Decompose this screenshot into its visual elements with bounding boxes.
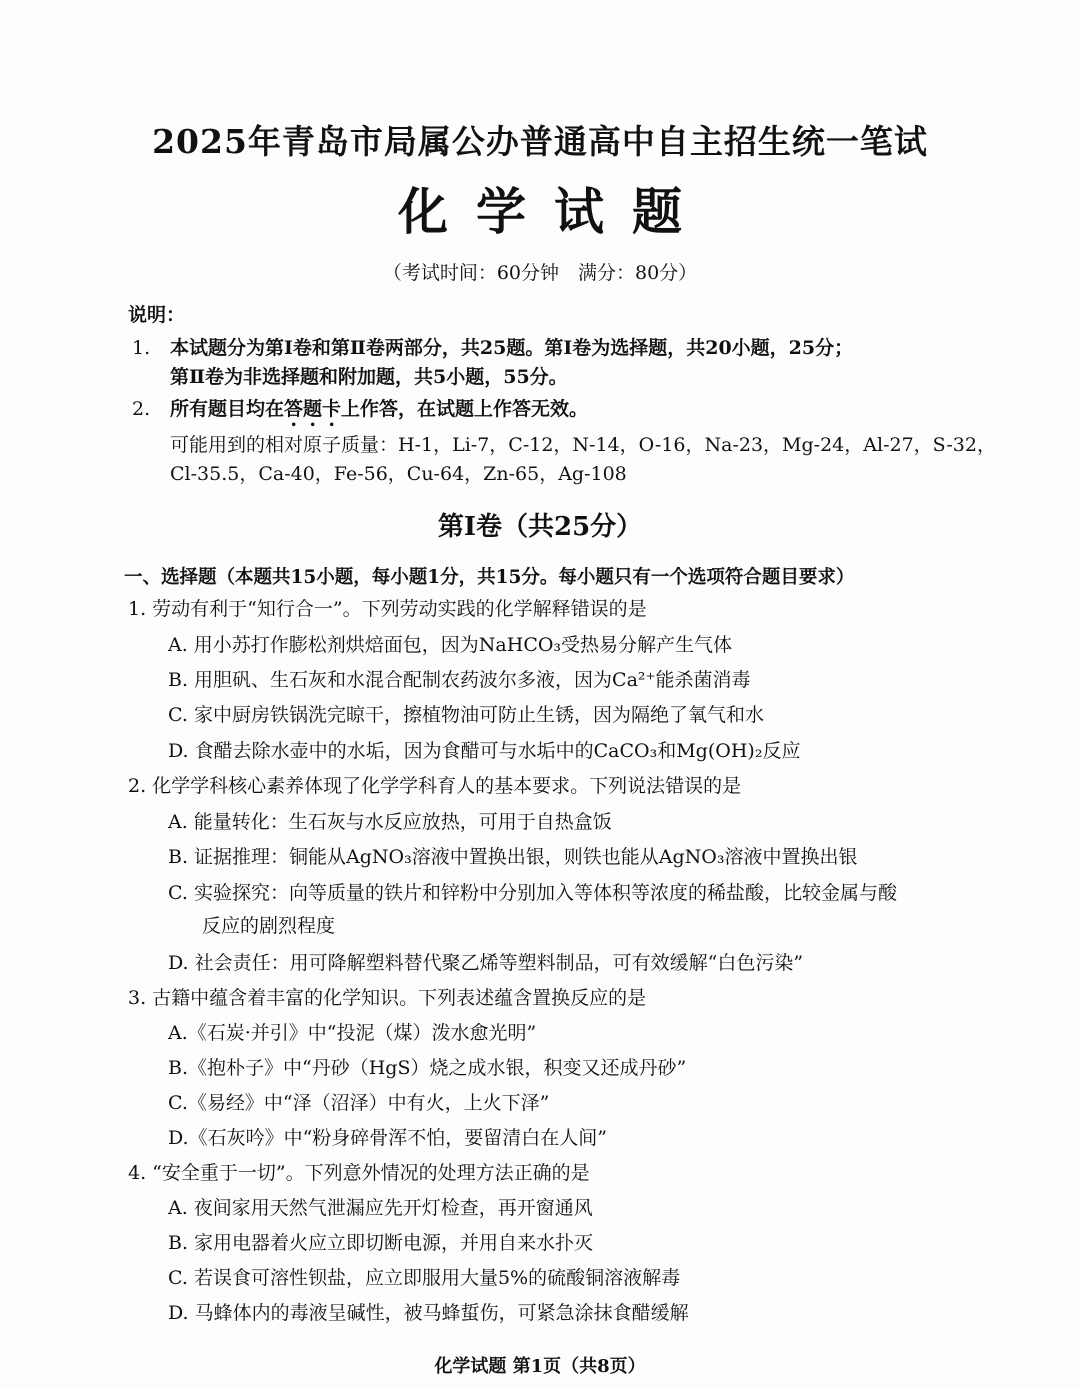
atomic-masses-line-2: Cl-35.5，Ca-40，Fe-56，Cu-64，Zn-65，Ag-108 bbox=[170, 463, 627, 485]
question-1-option-b: B. 用胆矾、生石灰和水混合配制农药波尔多液，因为Ca²⁺能杀菌消毒 bbox=[168, 669, 751, 691]
instruction-2 bbox=[170, 396, 588, 431]
question-2-option-a: A. 能量转化：生石灰与水反应放热，可用于自热盒饭 bbox=[168, 811, 612, 833]
exam-info: （考试时间：60分钟 满分：80分） bbox=[382, 262, 698, 284]
question-4-option-a: A. 夜间家用天然气泄漏应先开灯检查，再开窗通风 bbox=[168, 1197, 593, 1219]
instruction-1-line-1: 本试题分为第Ⅰ卷和第Ⅱ卷两部分，共25题。第Ⅰ卷为选择题，共20小题，25分； bbox=[170, 337, 854, 359]
question-3-option-d: D.《石灰吟》中“粉身碎骨浑不怕，要留清白在人间” bbox=[168, 1127, 608, 1149]
section-heading: 一、选择题（本题共15小题，每小题1分，共15分。每小题只有一个选项符合题目要求） bbox=[124, 567, 855, 588]
question-1-option-a: A. 用小苏打作膨松剂烘焙面包，因为NaHCO₃受热易分解产生气体 bbox=[168, 634, 733, 656]
instruction-1-number: 1. bbox=[132, 337, 151, 359]
question-2-option-c: C. 实验探究：向等质量的铁片和锌粉中分别加入等体积等浓度的稀盐酸，比较金属与酸 bbox=[168, 882, 897, 904]
question-3-option-b: B.《抱朴子》中“丹砂（HgS）烧之成水银，积变又还成丹砂” bbox=[168, 1057, 687, 1079]
question-4-stem: 4. “安全重于一切”。下列意外情况的处理方法正确的是 bbox=[128, 1162, 590, 1184]
question-2-stem: 2. 化学学科核心素养体现了化学学科育人的基本要求。下列说法错误的是 bbox=[128, 775, 742, 797]
question-1-stem: 1. 劳动有利于“知行合一”。下列劳动实践的化学解释错误的是 bbox=[128, 598, 647, 620]
subject-title: 化学试题 bbox=[398, 182, 710, 241]
question-1-option-d: D. 食醋去除水壶中的水垢，因为食醋可与水垢中的CaCO₃和Mg(OH)₂反应 bbox=[168, 740, 801, 762]
question-4-option-b: B. 家用电器着火应立即切断电源，并用自来水扑灭 bbox=[168, 1232, 594, 1254]
question-2-option-b: B. 证据推理：铜能从AgNO₃溶液中置换出银，则铁也能从AgNO₃溶液中置换出银 bbox=[168, 846, 858, 868]
instruction-2-emphasis: 答题卡 bbox=[284, 398, 342, 420]
instructions-heading: 说明： bbox=[128, 304, 186, 326]
instruction-2-number: 2. bbox=[132, 398, 151, 420]
atomic-masses-line-1: 可能用到的相对原子质量：H-1，Li-7，C-12，N-14，O-16，Na-23，Mg-24，Al-27，S-32， bbox=[170, 434, 996, 456]
instruction-2-pre: 所有题目均在 bbox=[170, 398, 285, 420]
instruction-2-post: 上作答，在试题上作答无效。 bbox=[341, 398, 589, 420]
question-3-option-a: A.《石炭·并引》中“投泥（煤）泼水愈光明” bbox=[168, 1022, 537, 1044]
question-2-option-c-continued: 反应的剧烈程度 bbox=[202, 915, 336, 937]
question-4-option-c: C. 若误食可溶性钡盐，应立即服用大量5%的硫酸铜溶液解毒 bbox=[168, 1267, 681, 1289]
page-footer: 化学试题 第1页（共8页） bbox=[434, 1356, 646, 1377]
question-1-option-c: C. 家中厨房铁锅洗完晾干，擦植物油可防止生锈，因为隔绝了氧气和水 bbox=[168, 704, 764, 726]
question-3-stem: 3. 古籍中蕴含着丰富的化学知识。下列表述蕴含置换反应的是 bbox=[128, 987, 647, 1009]
question-3-option-c: C.《易经》中“泽（沼泽）中有火，上火下泽” bbox=[168, 1092, 550, 1114]
part-1-title: 第Ⅰ卷（共25分） bbox=[437, 512, 643, 542]
exam-title: 2025年青岛市局属公办普通高中自主招生统一笔试 bbox=[152, 122, 928, 161]
question-4-option-d: D. 马蜂体内的毒液呈碱性，被马蜂蜇伤，可紧急涂抹食醋缓解 bbox=[168, 1302, 689, 1324]
instruction-1-line-2: 第Ⅱ卷为非选择题和附加题，共5小题，55分。 bbox=[170, 366, 568, 388]
question-2-option-d: D. 社会责任：用可降解塑料替代聚乙烯等塑料制品，可有效缓解“白色污染” bbox=[168, 952, 804, 974]
